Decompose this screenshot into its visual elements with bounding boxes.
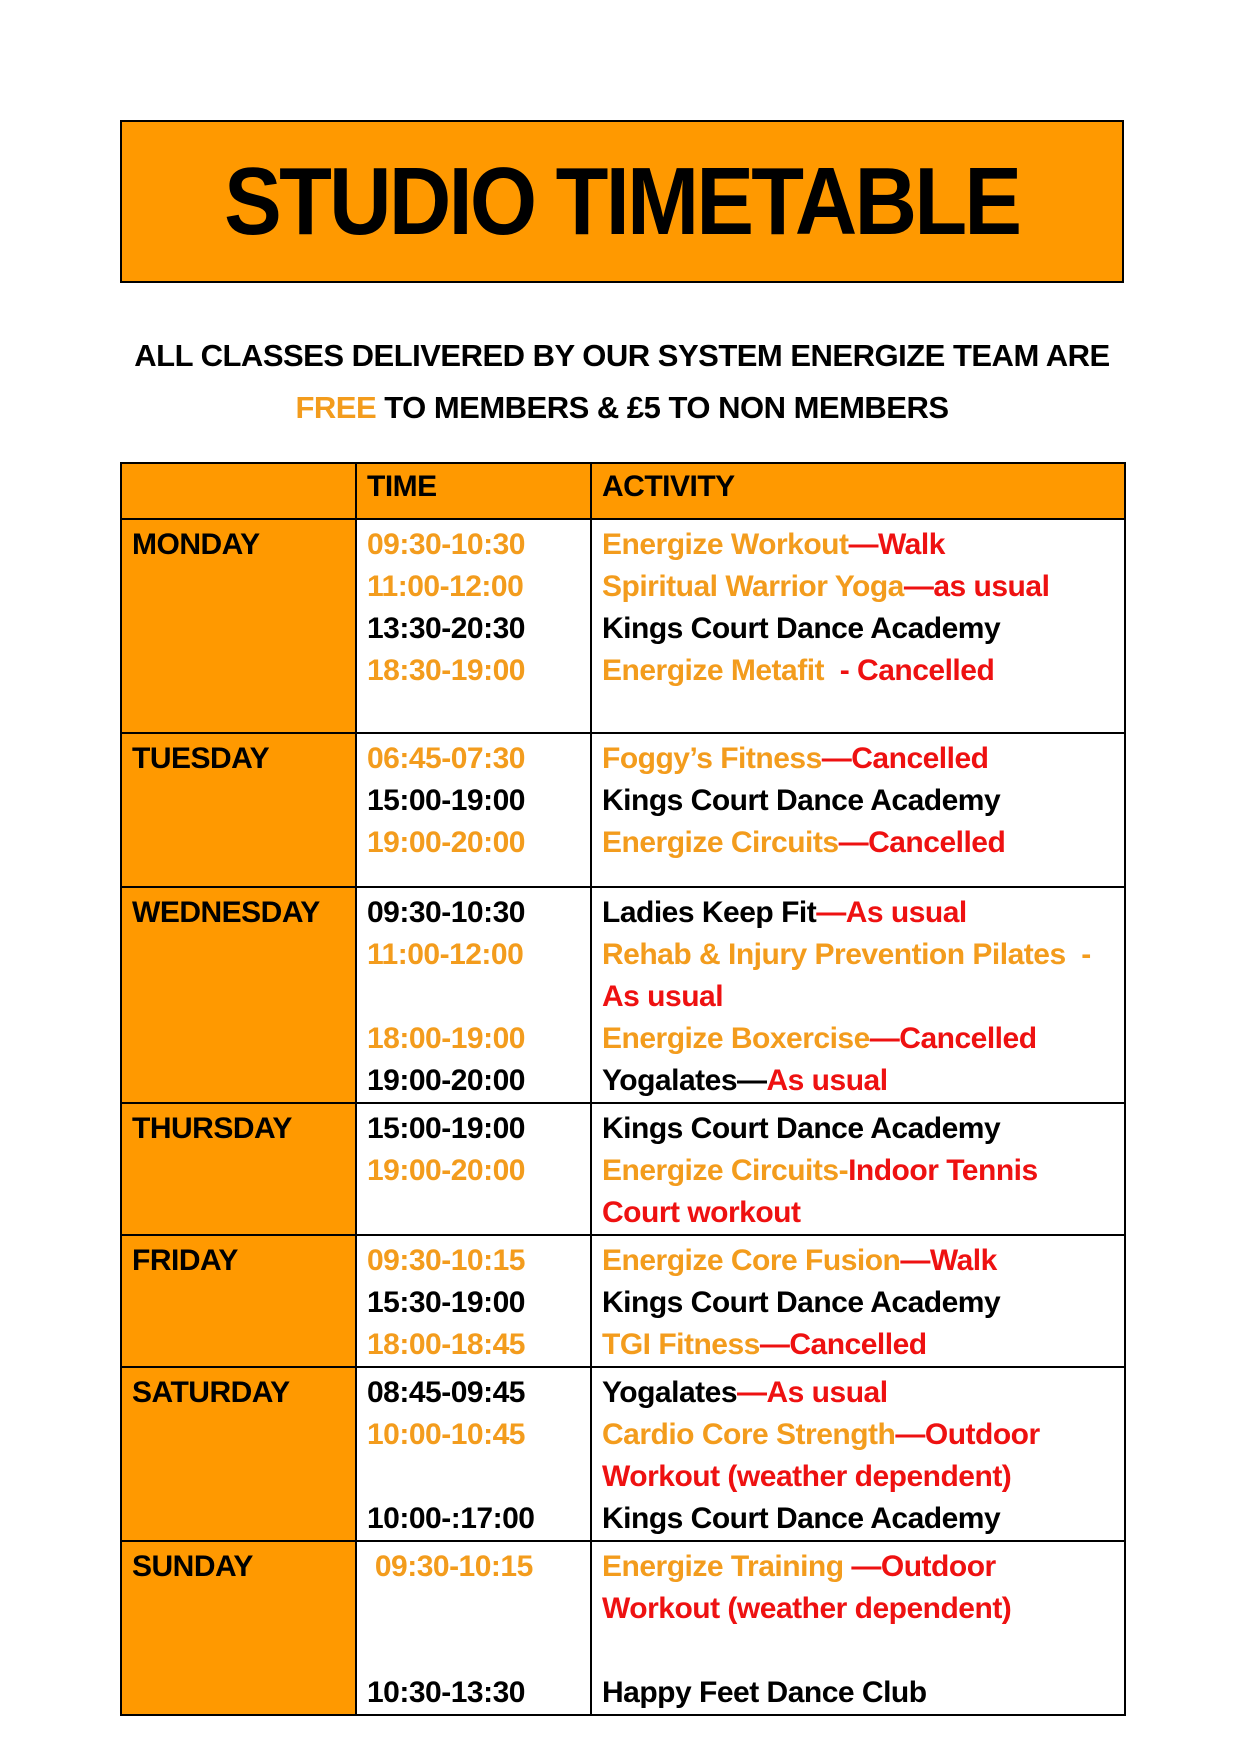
time-slot: 08:45-09:45	[367, 1376, 525, 1409]
activity-entry	[602, 892, 1114, 934]
activity-name: Ladies Keep Fit	[602, 896, 817, 929]
time-slot: 18:00-19:00	[367, 1022, 525, 1055]
activity-entry	[602, 1414, 1114, 1456]
pricing-notice-line2-rest: TO MEMBERS & £5 TO NON MEMBERS	[376, 390, 949, 425]
activity-status: Court workout	[602, 1196, 801, 1229]
table-row-monday	[121, 519, 1125, 733]
day-label: SUNDAY	[121, 1541, 356, 1715]
activity-cell	[591, 887, 1125, 1103]
time-slot: 19:00-20:00	[367, 826, 525, 859]
time-cell	[356, 1103, 591, 1235]
activity-name: Energize Circuits	[602, 826, 839, 859]
time-cell	[356, 733, 591, 887]
activity-status: —as usual	[903, 570, 1050, 603]
activity-status: —As usual	[737, 1376, 888, 1409]
activity-entry	[602, 1150, 1114, 1192]
activity-name: Energize Core Fusion	[602, 1244, 901, 1277]
activity-status: Indoor Tennis	[848, 1154, 1038, 1187]
activity-status: Workout (weather dependent)	[602, 1460, 1012, 1493]
activity-cell	[591, 1103, 1125, 1235]
activity-entry	[602, 1372, 1114, 1414]
table-row-thursday	[121, 1103, 1125, 1235]
table-row-sunday	[121, 1541, 1125, 1715]
time-cell	[356, 1367, 591, 1541]
activity-status: —Outdoor	[895, 1418, 1040, 1451]
activity-status: —Cancelled	[838, 826, 1006, 859]
activity-entry: Kings Court Dance Academy	[602, 1502, 1001, 1535]
activity-entry	[602, 1546, 1114, 1588]
activity-name: Yogalates—	[602, 1064, 767, 1097]
day-label: SATURDAY	[121, 1367, 356, 1541]
activity-name: Energize Workout	[602, 528, 849, 561]
activity-status: —Outdoor	[851, 1550, 996, 1583]
activity-status: As usual	[602, 980, 724, 1013]
activity-entry	[602, 524, 1114, 566]
activity-cell	[591, 1235, 1125, 1367]
activity-cell	[591, 1367, 1125, 1541]
activity-name: Energize Boxercise	[602, 1022, 870, 1055]
time-cell	[356, 519, 591, 733]
activity-entry	[602, 1324, 1114, 1366]
time-slot: 18:00-18:45	[367, 1328, 525, 1361]
activity-name: Energize Training	[602, 1550, 852, 1583]
activity-cell	[591, 1541, 1125, 1715]
activity-entry	[602, 738, 1114, 780]
time-slot: 15:30-19:00	[367, 1286, 525, 1319]
title-banner	[120, 120, 1124, 283]
activity-name: Yogalates	[602, 1376, 737, 1409]
activity-name: TGI Fitness	[602, 1328, 760, 1361]
activity-entry	[602, 1240, 1114, 1282]
time-slot: 09:30-10:15	[367, 1550, 533, 1583]
header-activity: ACTIVITY	[591, 463, 1125, 519]
time-slot: 10:30-13:30	[367, 1676, 525, 1709]
time-slot: 18:30-19:00	[367, 654, 525, 687]
time-slot: 09:30-10:30	[367, 896, 525, 929]
time-cell	[356, 1541, 591, 1715]
activity-status: - Cancelled	[839, 654, 995, 687]
time-slot: 09:30-10:30	[367, 528, 525, 561]
activity-cell	[591, 733, 1125, 887]
free-highlight: FREE	[295, 390, 377, 425]
spacer	[367, 976, 580, 1018]
time-slot: 19:00-20:00	[367, 1154, 525, 1187]
activity-name: Foggy’s Fitness	[602, 742, 822, 775]
activity-entry: Kings Court Dance Academy	[602, 1112, 1001, 1145]
day-label: THURSDAY	[121, 1103, 356, 1235]
table-row-saturday	[121, 1367, 1125, 1541]
activity-name: Energize Circuits-	[602, 1154, 849, 1187]
time-cell	[356, 887, 591, 1103]
time-slot: 06:45-07:30	[367, 742, 525, 775]
activity-name: Cardio Core Strength	[602, 1418, 896, 1451]
activity-entry	[602, 650, 1114, 692]
pricing-notice-line2	[120, 382, 1124, 434]
activity-status: Workout (weather dependent)	[602, 1592, 1012, 1625]
timetable-header-row	[121, 463, 1125, 519]
page-title: STUDIO TIMETABLE	[224, 147, 1020, 255]
activity-entry	[602, 1060, 1114, 1102]
activity-status: —Cancelled	[759, 1328, 927, 1361]
time-slot: 10:00-10:45	[367, 1418, 525, 1451]
time-slot: 11:00-12:00	[367, 938, 524, 971]
activity-entry: Happy Feet Dance Club	[602, 1676, 927, 1709]
pricing-notice-line1: ALL CLASSES DELIVERED BY OUR SYSTEM ENERGIZE TEAM ARE	[134, 338, 1110, 373]
table-row-friday	[121, 1235, 1125, 1367]
table-row-wednesday	[121, 887, 1125, 1103]
activity-status: —Cancelled	[821, 742, 989, 775]
time-slot: 10:00-:17:00	[367, 1502, 535, 1535]
table-row-tuesday	[121, 733, 1125, 887]
activity-status: As usual	[766, 1064, 888, 1097]
header-time: TIME	[356, 463, 591, 519]
activity-status: —As usual	[816, 896, 967, 929]
activity-entry	[602, 822, 1114, 864]
time-slot: 11:00-12:00	[367, 570, 524, 603]
activity-name: Rehab & Injury Prevention Pilates -	[602, 938, 1091, 971]
time-slot: 15:00-19:00	[367, 1112, 525, 1145]
activity-status: —Walk	[900, 1244, 997, 1277]
activity-status: —Walk	[848, 528, 945, 561]
spacer	[367, 1456, 580, 1498]
header-day	[121, 463, 356, 519]
activity-name: Spiritual Warrior Yoga	[602, 570, 904, 603]
activity-cell	[591, 519, 1125, 733]
activity-entry: Kings Court Dance Academy	[602, 784, 1001, 817]
activity-entry	[602, 566, 1114, 608]
timetable	[120, 462, 1126, 1716]
day-label: MONDAY	[121, 519, 356, 733]
activity-entry: Kings Court Dance Academy	[602, 1286, 1001, 1319]
day-label: WEDNESDAY	[121, 887, 356, 1103]
time-slot: 13:30-20:30	[367, 612, 525, 645]
activity-entry: Kings Court Dance Academy	[602, 612, 1001, 645]
day-label: FRIDAY	[121, 1235, 356, 1367]
day-label: TUESDAY	[121, 733, 356, 887]
time-slot: 19:00-20:00	[367, 1064, 525, 1097]
time-slot: 09:30-10:15	[367, 1244, 525, 1277]
time-cell	[356, 1235, 591, 1367]
activity-name: Energize Metafit	[602, 654, 840, 687]
activity-status: —Cancelled	[869, 1022, 1037, 1055]
spacer	[367, 1588, 580, 1672]
pricing-notice	[120, 330, 1124, 434]
time-slot: 15:00-19:00	[367, 784, 525, 817]
spacer	[602, 1630, 1114, 1672]
activity-entry	[602, 1018, 1114, 1060]
